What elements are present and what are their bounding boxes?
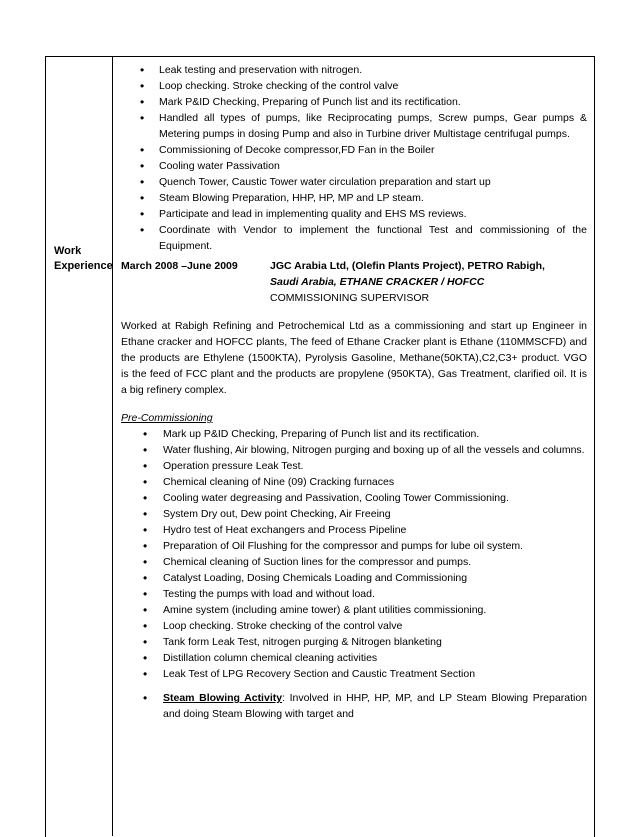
list-item: • Hydro test of Heat exchangers and Process Pipeline — [121, 522, 587, 538]
job-dates: March 2008 –June 2009 — [121, 260, 238, 272]
list-item: • Testing the pumps with load and without load. — [121, 586, 587, 602]
list-item: • System Dry out, Dew point Checking, Air Freeing — [121, 506, 587, 522]
list-item: • Chemical cleaning of Nine (09) Cracking furnaces — [121, 474, 587, 490]
job-role: COMMISSIONING SUPERVISOR — [270, 292, 430, 304]
list-item: • Mark P&ID Checking, Preparing of Punch list and its rectification. — [121, 94, 587, 110]
list-item: • Commissioning of Decoke compressor,FD Fan in the Boiler — [121, 142, 587, 158]
list-item: • Loop checking. Stroke checking of the control valve — [121, 78, 587, 94]
list-item: • Tank form Leak Test, nitrogen purging & Nitrogen blanketing — [121, 634, 587, 650]
experience-content — [121, 62, 587, 722]
job-company: JGC Arabia Ltd, (Olefin Plants Project), PETRO Rabigh, — [270, 260, 545, 272]
steam-blowing-item — [121, 690, 587, 722]
job-location: Saudi Arabia, ETHANE CRACKER / HOFCC — [270, 276, 485, 288]
job-description: Worked at Rabigh Refining and Petrochemical Ltd as a commissioning and start up Engineer in Ethane cracker and HOFCC plants, The feed of Ethane Cracker plant is Ethane (110MMSCFD) and the products are Ethylene (1500KTA), Pyrolysis Gasoline, Methane(50KTA),C2,C3+ product. VGO is the feed of FCC plant and the products are propylene (950KTA), Gas Treatment, clarified oil. It is a big refinery complex. — [121, 320, 587, 396]
list-item: • Catalyst Loading, Dosing Chemicals Loading and Commissioning — [121, 570, 587, 586]
list-item: • Quench Tower, Caustic Tower water circulation preparation and start up — [121, 174, 587, 190]
list-item: • Operation pressure Leak Test. — [121, 458, 587, 474]
list-item: • Chemical cleaning of Suction lines for the compressor and pumps. — [121, 554, 587, 570]
list-item: • Participate and lead in implementing quality and EHS MS reviews. — [121, 206, 587, 222]
section-label: Work Experience — [54, 245, 113, 272]
list-item: • Loop checking. Stroke checking of the control valve — [121, 618, 587, 634]
list-item: • Water flushing, Air blowing, Nitrogen purging and boxing up of all the vessels and columns. — [121, 442, 587, 458]
list-item: • Preparation of Oil Flushing for the compressor and pumps for lube oil system. — [121, 538, 587, 554]
pre-commissioning-heading: Pre-Commissioning — [121, 412, 213, 424]
list-item: • Leak testing and preservation with nitrogen. — [121, 62, 587, 78]
list-item: • Cooling water Passivation — [121, 158, 587, 174]
list-item: • Mark up P&ID Checking, Preparing of Punch list and its rectification. — [121, 426, 587, 442]
job-header — [121, 258, 587, 306]
list-item: • Handled all types of pumps, like Reciprocating pumps, Screw pumps, Gear pumps & Metering pumps in dosing Pump and also in Turbine driver Multistage centrifugal pumps. — [121, 110, 587, 142]
list-item: • Steam Blowing Preparation, HHP, HP, MP and LP steam. — [121, 190, 587, 206]
list-item: • Cooling water degreasing and Passivation, Cooling Tower Commissioning. — [121, 490, 587, 506]
list-item: • Leak Test of LPG Recovery Section and Caustic Treatment Section — [121, 666, 587, 682]
pre-commissioning-list — [121, 426, 587, 682]
steam-blowing-text: : Involved in HHP, HP, MP, and LP Steam Blowing Preparation and doing Steam Blowing with target and — [163, 692, 588, 720]
duties-list — [121, 62, 587, 254]
list-item: • Amine system (including amine tower) & plant utilities commissioning. — [121, 602, 587, 618]
steam-blowing-title: Steam Blowing Activity — [163, 692, 283, 704]
column-divider — [112, 56, 113, 836]
list-item: • Coordinate with Vendor to implement the functional Test and commissioning of the Equipment. — [121, 222, 587, 254]
list-item: • Distillation column chemical cleaning activities — [121, 650, 587, 666]
